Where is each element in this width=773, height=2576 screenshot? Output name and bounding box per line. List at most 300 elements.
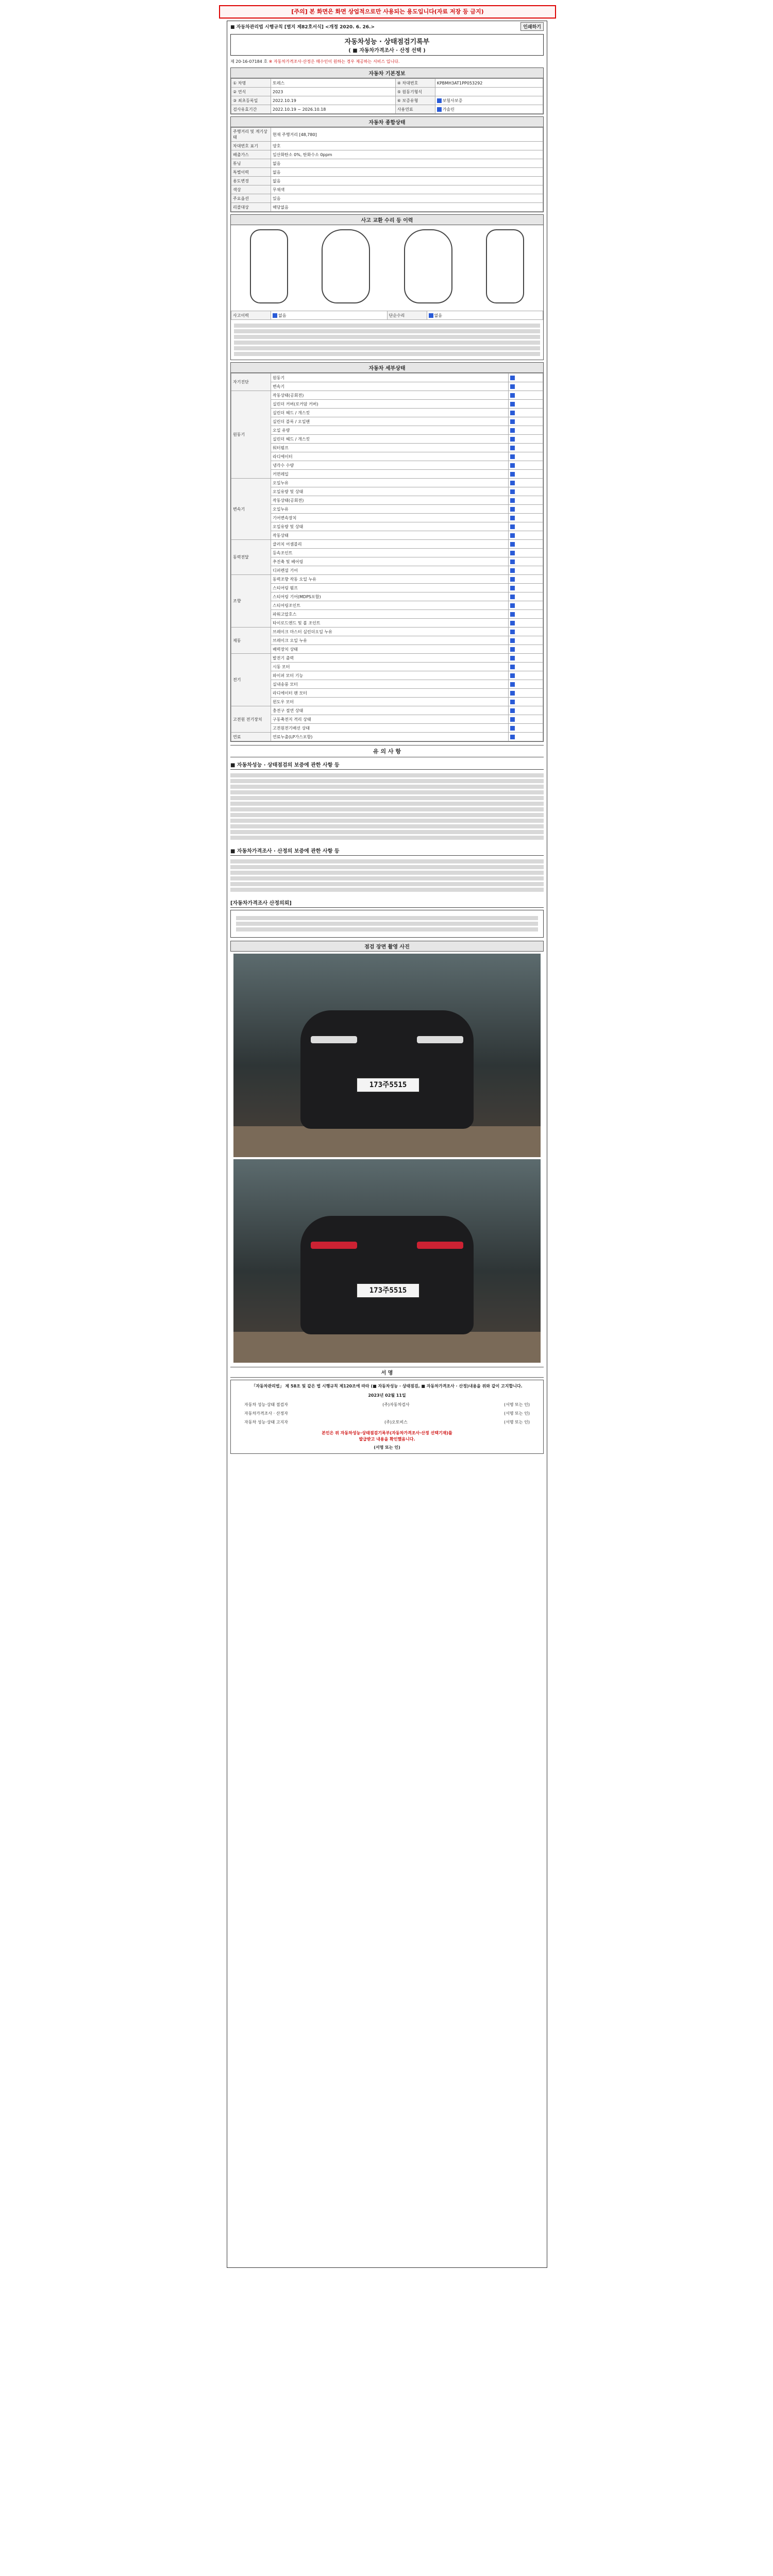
- group-label: 원동기: [231, 391, 271, 479]
- headlamp-right: [417, 1036, 463, 1043]
- label-cell: ④ 차대번호: [395, 79, 435, 88]
- table-row: [231, 592, 543, 601]
- label-cell: 리콜대상: [231, 203, 271, 212]
- form-header: [227, 21, 547, 32]
- document-number-row: [227, 58, 547, 65]
- table-row: [231, 514, 543, 522]
- item-label: 오일누유: [271, 479, 509, 487]
- item-label: 고전원전기배선 상태: [271, 724, 509, 733]
- status-cell: [508, 522, 543, 531]
- value-cell: 없음: [271, 159, 543, 168]
- usage-notice-banner: [주의] 본 화면은 화면 상업적으로만 사용되는 용도입니다(자료 저장 등 금지): [219, 5, 556, 19]
- table-row: [231, 168, 543, 177]
- inspection-record-document: [227, 21, 547, 2268]
- checkbox-icon: [510, 437, 515, 442]
- details-section: [230, 362, 544, 742]
- item-label: 라디에이터 팬 모터: [271, 689, 509, 698]
- label-cell: 주요옵션: [231, 194, 271, 203]
- warranty-type: 보험사보증: [442, 98, 463, 103]
- checkbox-icon: [510, 533, 515, 538]
- status-cell: [508, 400, 543, 409]
- checkbox-icon: [510, 708, 515, 713]
- value-cell: KPBMH3AT1PP053292: [435, 79, 543, 88]
- status-cell: [508, 724, 543, 733]
- item-label: 커먼레일: [271, 470, 509, 479]
- table-row: [231, 663, 543, 671]
- item-label: 클러치 어셈블리: [271, 540, 509, 549]
- status-cell: [508, 680, 543, 689]
- checkbox-icon: [510, 691, 515, 696]
- item-label: 추진축 및 베어링: [271, 557, 509, 566]
- value-cell: 양호: [271, 142, 543, 150]
- table-row: [231, 645, 543, 654]
- checkbox-icon: [437, 98, 442, 103]
- label-cell: 용도변경: [231, 177, 271, 185]
- status-cell: [508, 601, 543, 610]
- checkbox-icon: [510, 411, 515, 415]
- price-request-text: [233, 912, 541, 935]
- status-cell: [508, 645, 543, 654]
- table-row: [231, 619, 543, 628]
- status-cell: [508, 610, 543, 619]
- status-cell: [508, 663, 543, 671]
- item-label: 실린더 헤드 / 개스킷: [271, 435, 509, 444]
- checkbox-icon: [510, 551, 515, 555]
- item-label: 오일유량 및 상태: [271, 487, 509, 496]
- status-cell: [508, 470, 543, 479]
- value-cell: [435, 105, 543, 114]
- item-label: 시동 모터: [271, 663, 509, 671]
- item-label: 원동기: [271, 374, 509, 382]
- group-label: 자기진단: [231, 374, 271, 391]
- status-cell: [508, 671, 543, 680]
- label-cell: 사용연료: [395, 105, 435, 114]
- table-row: [231, 159, 543, 168]
- item-label: 기어변속장치: [271, 514, 509, 522]
- photos-heading: 점검 장면 촬영 사진: [230, 941, 544, 952]
- item-label: 오일 유량: [271, 426, 509, 435]
- table-row: [231, 522, 543, 531]
- item-label: 스티어링 펌프: [271, 584, 509, 592]
- item-label: 변속기: [271, 382, 509, 391]
- table-row: [231, 417, 543, 426]
- item-label: 라디에이터: [271, 452, 509, 461]
- item-label: 브레이크 마스터 실린더오일 누유: [271, 628, 509, 636]
- status-cell: [508, 514, 543, 522]
- table-row: [231, 452, 543, 461]
- label-cell: 특별이력: [231, 168, 271, 177]
- status-cell: [508, 409, 543, 417]
- checkbox-icon: [510, 498, 515, 503]
- item-label: 스티어링 기어(MDPS포함): [271, 592, 509, 601]
- value-cell: [435, 96, 543, 105]
- label-cell: 차대번호 표기: [231, 142, 271, 150]
- group-label: 변속기: [231, 479, 271, 540]
- value-cell: 있음: [271, 194, 543, 203]
- car-right-side-diagram: [486, 229, 524, 303]
- table-row: [231, 311, 543, 320]
- status-cell: [508, 628, 543, 636]
- item-label: 실린더 블록 / 오일팬: [271, 417, 509, 426]
- table-row: [231, 706, 543, 715]
- value-cell: 없음: [271, 168, 543, 177]
- sign-heading: 서 명: [230, 1367, 544, 1378]
- status-cell: [508, 461, 543, 470]
- table-row: [231, 680, 543, 689]
- vehicle-info-heading: 자동차 기본정보: [231, 68, 543, 78]
- label-cell: 사고이력: [231, 311, 271, 320]
- checkbox-icon: [510, 384, 515, 389]
- item-label: 배력장치 상태: [271, 645, 509, 654]
- status-cell: [508, 557, 543, 566]
- signer-role: 자동차가격조사 · 산정자: [244, 1411, 288, 1416]
- label-cell: ⑥ 보증유형: [395, 96, 435, 105]
- table-row: [231, 105, 543, 114]
- item-label: 파워고압호스: [271, 610, 509, 619]
- item-label: 윈도우 모터: [271, 698, 509, 706]
- repair-value: 없음: [434, 313, 442, 318]
- checkbox-icon: [510, 612, 515, 617]
- table-row: [231, 128, 543, 142]
- status-cell: [508, 479, 543, 487]
- checkbox-icon: [510, 419, 515, 424]
- label-cell: 주행거리 및 계기상태: [231, 128, 271, 142]
- checkbox-icon: [510, 516, 515, 520]
- sign-date: 2023년 02월 11일: [368, 1393, 406, 1398]
- checkbox-icon: [510, 393, 515, 398]
- value-cell: 토레스: [271, 79, 396, 88]
- car-interior-diagram: [404, 229, 452, 303]
- status-cell: [508, 417, 543, 426]
- table-row: [231, 382, 543, 391]
- value-cell: [427, 311, 543, 320]
- status-cell: [508, 584, 543, 592]
- status-cell: [508, 452, 543, 461]
- car-left-side-diagram: [250, 229, 288, 303]
- group-label: 전기: [231, 654, 271, 706]
- status-cell: [508, 592, 543, 601]
- checkbox-icon: [510, 665, 515, 669]
- checkbox-icon: [510, 603, 515, 608]
- accident-summary-table: [231, 311, 543, 320]
- table-row: [231, 444, 543, 452]
- taillamp-right: [417, 1242, 463, 1249]
- signer-row: [244, 1419, 530, 1425]
- table-row: [231, 374, 543, 382]
- checkbox-icon: [510, 428, 515, 433]
- receipt-line-2: 발급받고 내용을 확인했음니다.: [359, 1437, 415, 1442]
- table-row: [231, 549, 543, 557]
- front-inspection-photo: [233, 954, 541, 1157]
- details-table: [231, 373, 543, 741]
- checkbox-icon: [510, 726, 515, 731]
- checkbox-icon: [510, 463, 515, 468]
- status-cell: [508, 435, 543, 444]
- status-cell: [508, 715, 543, 724]
- table-row: [231, 715, 543, 724]
- table-row: [231, 150, 543, 159]
- price-service-warning: ※ 자동차가격조사·산정은 매수인이 원하는 경우 제공하는 서비스 입니다.: [268, 59, 400, 64]
- checkbox-icon: [510, 560, 515, 564]
- item-label: 디퍼렌셜 기어: [271, 566, 509, 575]
- group-label: 조향: [231, 575, 271, 628]
- checkbox-icon: [510, 472, 515, 477]
- status-cell: [508, 566, 543, 575]
- table-row: [231, 724, 543, 733]
- item-label: 냉각수 수량: [271, 461, 509, 470]
- table-row: [231, 654, 543, 663]
- checkbox-icon: [510, 682, 515, 687]
- sign-note: (서명 또는 인): [504, 1402, 530, 1407]
- notes-text-block-1: [227, 770, 547, 843]
- status-cell: [508, 531, 543, 540]
- checkbox-icon: [510, 524, 515, 529]
- table-row: [231, 88, 543, 96]
- label-cell: ⑤ 원동기형식: [395, 88, 435, 96]
- item-label: 발전기 출력: [271, 654, 509, 663]
- checkbox-icon: [510, 489, 515, 494]
- taillamp-left: [311, 1242, 357, 1249]
- history-table: [231, 127, 543, 212]
- status-cell: [508, 391, 543, 400]
- table-row: [231, 540, 543, 549]
- item-label: 실린더 헤드 / 개스킷: [271, 409, 509, 417]
- inspection-period: 2022.10.19 ~ 2026.10.18: [271, 105, 396, 114]
- photo-floor: [233, 1126, 541, 1157]
- item-label: 충전구 절연 상태: [271, 706, 509, 715]
- table-row: [231, 733, 543, 741]
- status-cell: [508, 444, 543, 452]
- table-row: [231, 479, 543, 487]
- checkbox-icon: [510, 402, 515, 406]
- document-title-box: [230, 34, 544, 56]
- checkbox-icon: [273, 313, 277, 318]
- group-label: 동력전달: [231, 540, 271, 575]
- table-row: [231, 636, 543, 645]
- item-label: 타이로드엔드 및 볼 조인트: [271, 619, 509, 628]
- details-heading: 자동차 세부상태: [231, 363, 543, 373]
- document-number: 제 20-16-07184 호: [230, 59, 268, 64]
- status-cell: [508, 689, 543, 698]
- checkbox-icon: [510, 673, 515, 678]
- checkbox-icon: [510, 656, 515, 660]
- item-label: 연료누출(LP가스포함): [271, 733, 509, 741]
- item-label: 구동축전지 격리 상태: [271, 715, 509, 724]
- label-cell: 색상: [231, 185, 271, 194]
- checkbox-icon: [510, 568, 515, 573]
- label-cell: ③ 최초등록일: [231, 96, 271, 105]
- table-row: [231, 461, 543, 470]
- value-cell: 무채색: [271, 185, 543, 194]
- group-label: 고전원 전기장치: [231, 706, 271, 733]
- checkbox-icon: [510, 542, 515, 547]
- label-cell: 검사유효기간: [231, 105, 271, 114]
- checkbox-icon: [510, 481, 515, 485]
- status-cell: [508, 496, 543, 505]
- table-row: [231, 194, 543, 203]
- checkbox-icon: [510, 630, 515, 634]
- vehicle-info-table: [231, 78, 543, 114]
- checkbox-icon: [510, 717, 515, 722]
- value-cell: 해당없음: [271, 203, 543, 212]
- item-label: 스티어링조인트: [271, 601, 509, 610]
- price-request-box: [230, 910, 544, 938]
- status-cell: [508, 636, 543, 645]
- notes-subheading-1: ■ 자동차성능 · 상태점검의 보증에 관한 사항 등: [230, 759, 544, 770]
- signer-name: (주)오토비스: [384, 1420, 408, 1425]
- checkbox-icon: [510, 638, 515, 643]
- table-row: [231, 531, 543, 540]
- status-cell: [508, 505, 543, 514]
- status-cell: [508, 654, 543, 663]
- table-row: [231, 409, 543, 417]
- status-cell: [508, 540, 543, 549]
- item-label: 작동상태: [271, 531, 509, 540]
- notes-subheading-2: ■ 자동차가격조사 · 산정의 보증에 관한 사항 등: [230, 845, 544, 856]
- notes-heading: 유 의 사 항: [230, 745, 544, 757]
- checkbox-icon: [510, 507, 515, 512]
- notes-subheading-3: [자동차가격조사 산정의뢰]: [230, 897, 544, 908]
- table-row: [231, 557, 543, 566]
- photo-floor: [233, 1332, 541, 1363]
- fuel-type: 가솔린: [442, 107, 455, 112]
- group-label: 제동: [231, 628, 271, 654]
- value-cell: 현재 주행거리 [48,780]: [271, 128, 543, 142]
- checkbox-icon: [510, 735, 515, 739]
- status-cell: [508, 619, 543, 628]
- status-cell: [508, 426, 543, 435]
- sign-note: (서명 또는 인): [504, 1411, 530, 1416]
- print-button[interactable]: 인쇄하기: [520, 22, 544, 31]
- front-license-plate: 173주5515: [356, 1077, 420, 1093]
- checkbox-icon: [429, 313, 433, 318]
- table-row: [231, 566, 543, 575]
- notes-text-block-2: [227, 856, 547, 895]
- vehicle-info-section: [230, 67, 544, 114]
- rear-license-plate: 173주5515: [356, 1283, 420, 1298]
- signer-role: 자동차 성능·상태 점검자: [244, 1402, 288, 1407]
- table-row: [231, 426, 543, 435]
- accident-value: 없음: [278, 313, 287, 318]
- car-top-diagram: [322, 229, 370, 303]
- checkbox-icon: [510, 454, 515, 459]
- table-row: [231, 177, 543, 185]
- value-cell: 일산화탄소 0%, 탄화수소 0ppm: [271, 150, 543, 159]
- table-row: [231, 203, 543, 212]
- checkbox-icon: [510, 577, 515, 582]
- checkbox-icon: [510, 586, 515, 590]
- label-cell: ① 차명: [231, 79, 271, 88]
- headlamp-left: [311, 1036, 357, 1043]
- status-cell: [508, 487, 543, 496]
- item-label: 동력조향 작동 오일 누유: [271, 575, 509, 584]
- table-row: [231, 400, 543, 409]
- signer-name: (주)자동차검사: [382, 1402, 410, 1407]
- status-cell: [508, 706, 543, 715]
- item-label: 브레이크 오일 누유: [271, 636, 509, 645]
- table-row: [231, 610, 543, 619]
- item-label: 와이퍼 모터 기능: [271, 671, 509, 680]
- table-row: [231, 79, 543, 88]
- car-rear-silhouette: [300, 1216, 474, 1334]
- table-row: [231, 470, 543, 479]
- receipt-sign-note: (서명 또는 인): [374, 1445, 400, 1450]
- receipt-line-1: 본인은 위 자동차성능·상태점검기록부(자동차가격조사·산정 선택기재)를: [322, 1431, 452, 1435]
- sign-statement: 「자동차관리법」 제 58조 및 같은 법 시행규칙 제120조에 따라 (■ 자동차성능 · 상태점검, ■ 자동차가격조사 · 산정)내용을 위와 같이 고지합니다.: [251, 1384, 523, 1388]
- signer-role: 자동차 성능·상태 고지자: [244, 1420, 288, 1425]
- checkbox-icon: [510, 700, 515, 704]
- checkbox-icon: [510, 647, 515, 652]
- value-cell: 2022.10.19: [271, 96, 396, 105]
- label-cell: ② 연식: [231, 88, 271, 96]
- rear-inspection-photo: [233, 1159, 541, 1363]
- group-label: 연료: [231, 733, 271, 741]
- value-cell: [271, 311, 388, 320]
- table-row: [231, 689, 543, 698]
- item-label: 등속조인트: [271, 549, 509, 557]
- table-row: [231, 601, 543, 610]
- signer-row: [244, 1411, 530, 1416]
- table-row: [231, 628, 543, 636]
- sign-note: (서명 또는 인): [504, 1420, 530, 1425]
- status-cell: [508, 733, 543, 741]
- parts-list-placeholder: [231, 320, 543, 360]
- value-cell: [435, 88, 543, 96]
- table-row: [231, 575, 543, 584]
- document-subtitle: ( ■ 자동차가격조사 · 산정 선택 ): [348, 48, 426, 54]
- value-cell: 없음: [271, 177, 543, 185]
- label-cell: 단순수리: [387, 311, 427, 320]
- item-label: 실내송풍 모터: [271, 680, 509, 689]
- item-label: 오일누유: [271, 505, 509, 514]
- receipt-confirmation: [234, 1430, 540, 1443]
- item-label: 작동상태(공회전): [271, 496, 509, 505]
- checkbox-icon: [437, 107, 442, 112]
- table-row: [231, 96, 543, 105]
- table-row: [231, 698, 543, 706]
- status-cell: [508, 575, 543, 584]
- status-cell: [508, 374, 543, 382]
- table-row: [231, 142, 543, 150]
- car-diagram-area: [231, 225, 543, 311]
- value-cell: 2023: [271, 88, 396, 96]
- table-row: [231, 391, 543, 400]
- signer-row: [244, 1402, 530, 1408]
- table-row: [231, 584, 543, 592]
- history-heading: 자동차 종합상태: [231, 117, 543, 127]
- accident-section: [230, 214, 544, 360]
- sign-box: [230, 1380, 544, 1454]
- item-label: 실린더 커버(로커암 커버): [271, 400, 509, 409]
- status-cell: [508, 382, 543, 391]
- table-row: [231, 487, 543, 496]
- status-cell: [508, 549, 543, 557]
- item-label: 워터펌프: [271, 444, 509, 452]
- checkbox-icon: [510, 621, 515, 625]
- table-row: [231, 505, 543, 514]
- checkbox-icon: [510, 376, 515, 380]
- label-cell: 튜닝: [231, 159, 271, 168]
- status-cell: [508, 698, 543, 706]
- table-row: [231, 496, 543, 505]
- document-title: 자동차성능 · 상태점검기록부: [344, 38, 430, 46]
- form-reference: ■ 자동차관리법 시행규칙 [별지 제82호서식] <개정 2020. 6. 26.>: [230, 25, 375, 30]
- car-front-silhouette: [300, 1010, 474, 1129]
- checkbox-icon: [510, 595, 515, 599]
- table-row: [231, 185, 543, 194]
- label-cell: 배출가스: [231, 150, 271, 159]
- checkbox-icon: [510, 446, 515, 450]
